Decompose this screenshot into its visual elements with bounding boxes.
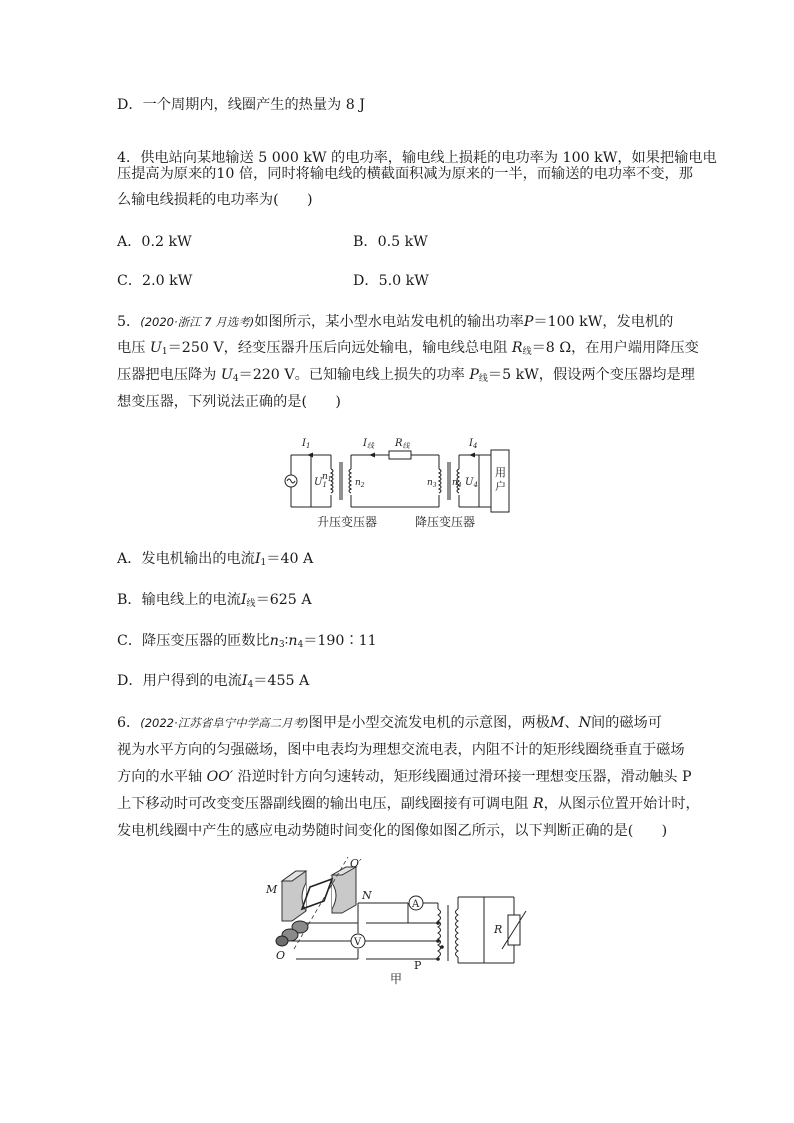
q5-stem-line-1 xyxy=(117,312,673,332)
q6-text: 间的磁场可 xyxy=(590,715,662,731)
q5-text: 压器把电压降为 xyxy=(117,367,217,383)
q5-option-sub: 1 xyxy=(260,558,267,568)
q3-option-d: D．一个周期内，线圈产生的热量为 8 J xyxy=(117,97,365,113)
q5-option-var: I xyxy=(254,551,261,567)
q5-option-var: n xyxy=(288,633,298,649)
label-o-prime: O′ xyxy=(350,857,362,870)
current-arrow-icon xyxy=(469,453,475,458)
q5-sub: 线 xyxy=(522,347,532,357)
q6-var-n: N xyxy=(578,715,591,731)
q5-sub: 4 xyxy=(232,374,239,384)
q5-stem-line-4: 想变压器，下列说法正确的是( ) xyxy=(117,394,341,410)
q5-option-a[interactable] xyxy=(117,549,313,569)
q5-sub: 线 xyxy=(478,374,488,384)
q5-var-p: P xyxy=(523,314,534,330)
q5-option-text: ＝455 A xyxy=(253,673,310,689)
q5-option-text: B．输电线上的电流 xyxy=(117,592,241,608)
q5-option-text: ＝40 A xyxy=(266,551,314,567)
slip-ring-icon xyxy=(276,921,308,946)
q6-generator-figure xyxy=(262,853,538,987)
q5-number: 5． xyxy=(117,314,141,330)
q6-stem-line-2: 视为水平方向的匀强磁场，图中电表均为理想交流电表，内阻不计的矩形线圈绕垂直于磁场 xyxy=(117,742,685,758)
q5-var-r: R xyxy=(511,340,523,356)
q5-option-text: A．发电机输出的电流 xyxy=(117,551,255,567)
q5-option-sub: 4 xyxy=(297,640,304,650)
q5-option-var: I xyxy=(241,673,248,689)
label-i-line: $I_线$ xyxy=(363,438,374,450)
q5-option-c[interactable] xyxy=(117,631,377,651)
q4-option-d[interactable]: D．5.0 kW xyxy=(353,273,429,289)
q4-option-c[interactable]: C．2.0 kW xyxy=(117,273,193,289)
q5-text: ＝5 kW，假设两个变压器均是理 xyxy=(487,367,695,383)
label-n1: $n_1$ xyxy=(322,472,332,483)
q5-var-u: U xyxy=(149,340,162,356)
q5-stem-line-3 xyxy=(117,365,695,385)
q5-text: 电压 xyxy=(117,340,146,356)
q6-axis: OO′ xyxy=(206,769,234,785)
figure-caption: 甲 xyxy=(390,972,403,986)
q6-source: (2022·江苏省阜宁中学高二月考) xyxy=(140,716,309,730)
q6-text: ，从图示位置开始计时， xyxy=(543,796,700,812)
current-arrow-icon xyxy=(369,453,375,458)
q4-stem-line-1: 4．供电站向某地输送 5 000 kW 的电功率，输电线上损耗的电功率为 100 kW，如果把输电电 xyxy=(117,150,717,166)
magnet-m-icon xyxy=(282,871,306,921)
voltmeter-icon xyxy=(351,934,365,948)
q5-circuit-figure xyxy=(283,434,513,532)
q5-text: ＝220 V。已知输电线上损失的功率 xyxy=(238,367,465,383)
label-u1: $U_1$ xyxy=(314,477,327,489)
ammeter-label: A xyxy=(412,899,420,910)
q5-option-text: ∶ xyxy=(284,633,289,649)
q4-stem-line-2: 压提高为原来的10 倍，同时将输电线的横截面积减为原来的一半，而输送的电功率不变，那 xyxy=(117,166,693,182)
q5-option-var: n xyxy=(269,633,279,649)
q5-option-text: C．降压变压器的匝数比 xyxy=(117,633,270,649)
current-arrow-icon xyxy=(307,453,313,458)
q5-option-var: I xyxy=(240,592,247,608)
q5-option-sub: 3 xyxy=(278,640,285,650)
label-step-down: 降压变压器 xyxy=(415,515,476,529)
q6-text: 图甲是小型交流发电机的示意图，两极 xyxy=(308,715,550,731)
q5-text: ＝100 kW，发电机的 xyxy=(533,314,674,330)
q6-text: 、 xyxy=(564,715,579,731)
generator-icon xyxy=(285,475,297,487)
label-n4: $n_4$ xyxy=(452,478,462,489)
q5-stem-line-2 xyxy=(117,338,699,358)
q6-stem-line-5: 发电机线圈中产生的感应电动势随时间变化的图像如图乙所示，以下判断正确的是( ) xyxy=(117,823,668,839)
q5-option-sub: 线 xyxy=(246,599,256,609)
label-step-up: 升压变压器 xyxy=(317,515,378,529)
label-o: O xyxy=(276,949,286,962)
label-i4: $I_4$ xyxy=(469,438,478,450)
q4-option-b[interactable]: B．0.5 kW xyxy=(353,234,428,250)
q5-sub: 1 xyxy=(161,347,168,357)
q6-text: 上下移动时可改变变压器副线圈的输出电压，副线圈接有可调电阻 xyxy=(117,796,529,812)
label-i1: $I_1$ xyxy=(302,438,311,450)
ammeter-icon xyxy=(409,896,423,910)
q6-var-m: M xyxy=(549,715,565,731)
q5-text: 如图所示，某小型水电站发电机的输出功率 xyxy=(254,314,524,330)
q6-number: 6． xyxy=(117,715,141,731)
q4-option-a[interactable]: A．0.2 kW xyxy=(117,234,192,250)
label-n3: $n_3$ xyxy=(427,478,437,489)
label-n2: $n_2$ xyxy=(355,478,365,489)
q5-text: ＝250 V，经变压器升压后向远处输电，输电线总电阻 xyxy=(167,340,508,356)
q4-stem-line-3: 么输电线损耗的电功率为( ) xyxy=(117,192,313,208)
q5-option-text: ＝190∶11 xyxy=(303,633,377,649)
label-user-1: 用 xyxy=(495,466,506,479)
q5-var-u: U xyxy=(220,367,233,383)
q5-option-sub: 4 xyxy=(247,680,254,690)
magnet-n-icon xyxy=(332,867,356,913)
q5-var-p: P xyxy=(469,367,479,383)
q5-source: (2020·浙江 7 月选考) xyxy=(140,315,255,329)
q5-option-text: D．用户得到的电流 xyxy=(117,673,242,689)
q5-option-b[interactable] xyxy=(117,590,312,610)
q6-stem-line-4 xyxy=(117,794,700,814)
q5-text: ＝8 Ω，在用户端用降压变 xyxy=(531,340,699,356)
q5-option-text: ＝625 A xyxy=(255,592,312,608)
q6-text: 沿逆时针方向匀速转动，矩形线圈通过滑环接一理想变压器，滑动触头 P xyxy=(237,769,692,785)
q5-option-d[interactable] xyxy=(117,671,309,691)
q6-stem-line-3 xyxy=(117,767,692,787)
q6-text: 方向的水平轴 xyxy=(117,769,203,785)
label-r: R xyxy=(494,923,503,936)
label-r-line: $R_线$ xyxy=(395,438,410,450)
label-n: N xyxy=(362,889,372,902)
voltmeter-label: V xyxy=(354,937,362,948)
label-user-2: 户 xyxy=(495,480,506,493)
q6-var-r: R xyxy=(532,796,544,812)
label-m: M xyxy=(266,883,278,896)
label-u4: $U_4$ xyxy=(465,477,478,489)
label-p: P xyxy=(414,959,422,972)
q6-stem-line-1 xyxy=(117,713,662,733)
